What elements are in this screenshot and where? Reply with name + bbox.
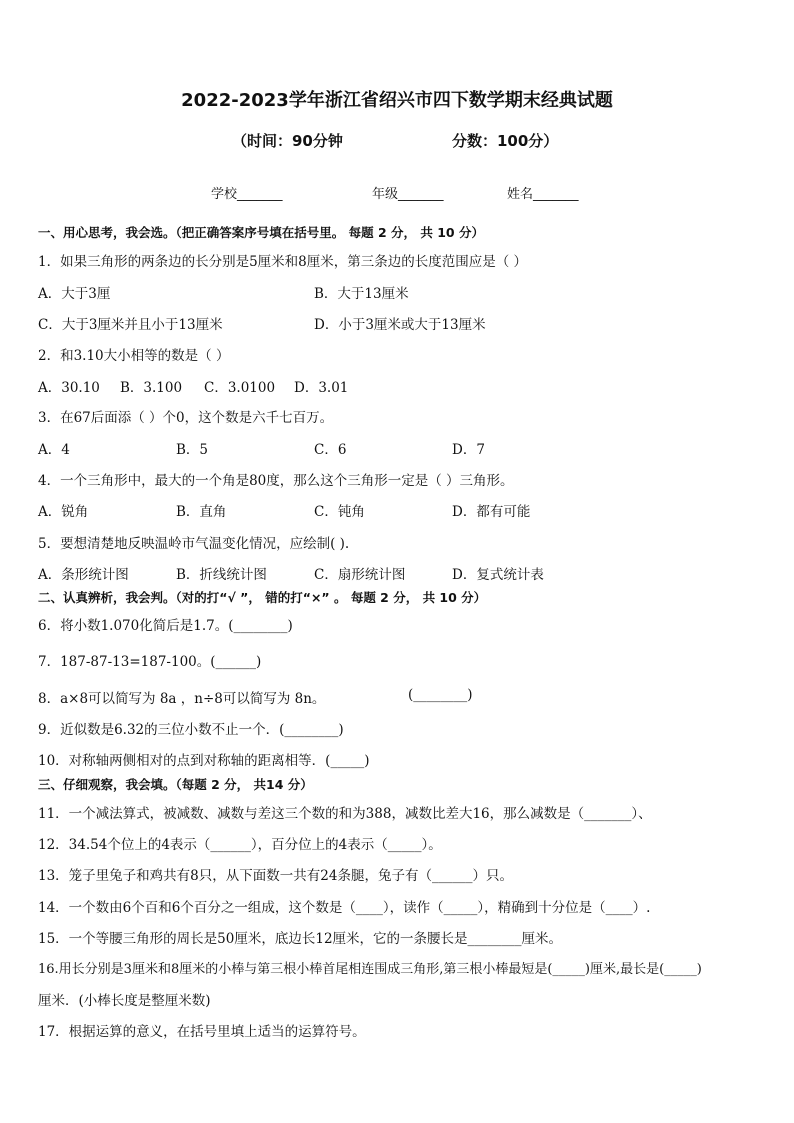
question-10: 10．对称轴两侧相对的点到对称轴的距离相等．(_____) bbox=[38, 753, 370, 769]
q4-option-b: B．直角 bbox=[176, 504, 227, 520]
school-field: 学校_______ bbox=[211, 187, 283, 202]
question-4: 4．一个三角形中，最大的一个角是80度，那么这个三角形一定是（ ）三角形。 bbox=[38, 473, 514, 489]
q4-option-a: A．锐角 bbox=[38, 504, 89, 520]
q2-option-a: A．30.10 bbox=[38, 380, 100, 396]
page-title: 2022-2023学年浙江省绍兴市四下数学期末经典试题 bbox=[181, 90, 613, 111]
question-12: 12．34.54个位上的4表示（______），百分位上的4表示（_____）。 bbox=[38, 837, 442, 853]
question-13: 13．笼子里兔子和鸡共有8只，从下面数一共有24条腿，兔子有（______）只。 bbox=[38, 868, 513, 884]
q3-option-c: C．6 bbox=[314, 442, 347, 458]
q2-option-b: B．3.100 bbox=[120, 380, 183, 396]
q3-option-a: A．4 bbox=[38, 442, 70, 458]
exam-time: （时间：90分钟 bbox=[232, 132, 343, 150]
question-5: 5．要想清楚地反映温岭市气温变化情况，应绘制( ). bbox=[38, 536, 350, 552]
q1-option-a: A．大于3厘 bbox=[38, 286, 111, 302]
q2-option-c: C．3.0100 bbox=[204, 380, 276, 396]
q3-option-b: B．5 bbox=[176, 442, 209, 458]
q1-option-b: B．大于13厘米 bbox=[314, 286, 409, 302]
q8-answer-blank: (________) bbox=[408, 687, 473, 703]
question-2: 2．和3.10大小相等的数是（ ） bbox=[38, 348, 230, 364]
section-2-heading: 二、认真辨析，我会判。（对的打“√ ”， 错的打“×” 。 每题 2 分， 共 10 分） bbox=[38, 590, 487, 605]
question-1: 1．如果三角形的两条边的长分别是5厘米和8厘米，第三条边的长度范围应是（ ） bbox=[38, 254, 528, 270]
q5-option-a: A．条形统计图 bbox=[38, 567, 129, 583]
question-8: 8．a×8可以简写为 8a ，n÷8可以简写为 8n。 bbox=[38, 691, 326, 707]
q5-option-b: B．折线统计图 bbox=[176, 567, 267, 583]
q4-option-d: D．都有可能 bbox=[452, 504, 531, 520]
section-3-heading: 三、仔细观察，我会填。（每题 2 分， 共14 分） bbox=[38, 777, 313, 792]
question-9: 9．近似数是6.32的三位小数不止一个．(________) bbox=[38, 722, 344, 738]
q2-option-d: D．3.01 bbox=[294, 380, 349, 396]
grade-field: 年级_______ bbox=[372, 187, 444, 202]
q3-option-d: D．7 bbox=[452, 442, 485, 458]
question-14: 14．一个数由6个百和6个百分之一组成，这个数是（____），读作（_____），精确到十分位是（____）. bbox=[38, 900, 651, 916]
section-1-heading: 一、用心思考，我会选。（把正确答案序号填在括号里。 每题 2 分， 共 10 分） bbox=[38, 225, 484, 240]
question-15: 15．一个等腰三角形的周长是50厘米，底边长12厘米，它的一条腰长是________厘米。 bbox=[38, 931, 563, 947]
question-16: 16.用长分别是3厘米和8厘米的小棒与第三根小棒首尾相连围成三角形,第三根小棒最短是(_____)厘米,最长是(_____) bbox=[38, 962, 702, 977]
exam-score: 分数：100分） bbox=[452, 132, 559, 150]
q5-option-d: D．复式统计表 bbox=[452, 567, 544, 583]
question-17: 17．根据运算的意义，在括号里填上适当的运算符号。 bbox=[38, 1024, 366, 1040]
question-16-continued: 厘米．(小棒长度是整厘米数) bbox=[38, 993, 211, 1009]
question-11: 11．一个减法算式，被减数、减数与差这三个数的和为388，减数比差大16，那么减数是（_______）、 bbox=[38, 806, 652, 822]
name-field: 姓名_______ bbox=[507, 187, 579, 202]
q1-option-d: D．小于3厘米或大于13厘米 bbox=[314, 317, 486, 333]
question-6: 6．将小数1.070化简后是1.7。(________) bbox=[38, 618, 293, 634]
q1-option-c: C．大于3厘米并且小于13厘米 bbox=[38, 317, 223, 333]
q4-option-c: C．钝角 bbox=[314, 504, 365, 520]
question-7: 7．187-87-13=187-100。(______) bbox=[38, 654, 262, 670]
question-3: 3．在67后面添（ ）个0，这个数是六千七百万。 bbox=[38, 410, 334, 426]
q5-option-c: C．扇形统计图 bbox=[314, 567, 406, 583]
